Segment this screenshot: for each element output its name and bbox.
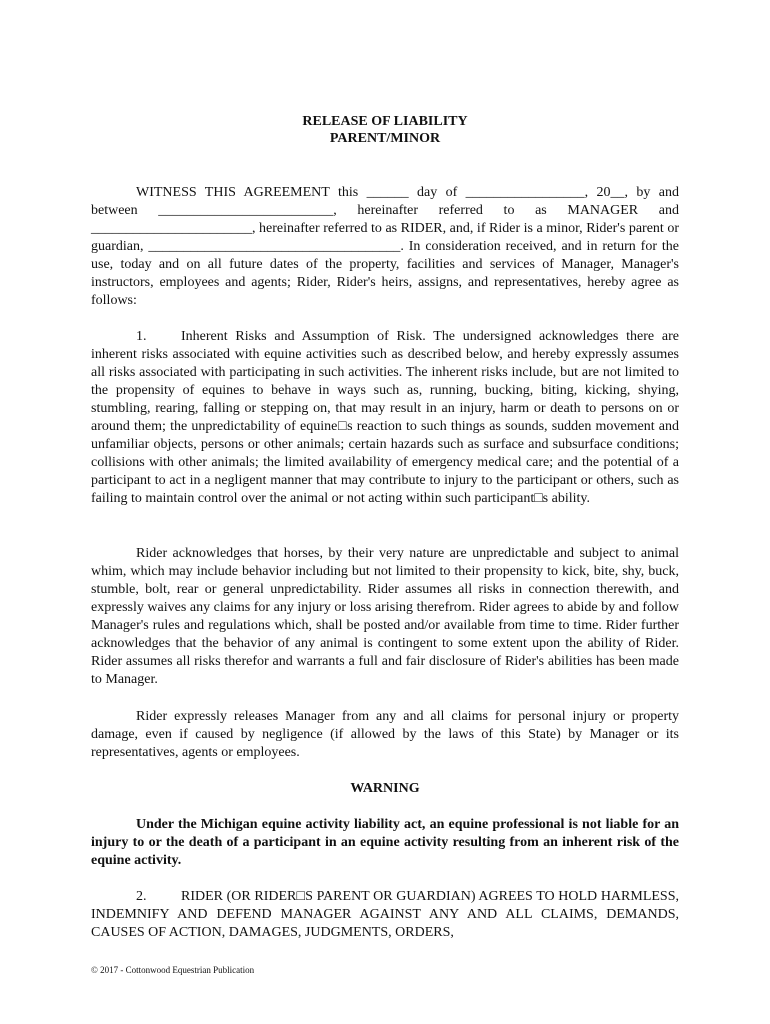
witness-paragraph: WITNESS THIS AGREEMENT this ______ day of _________________, 20__, by and between _________________________, hereinafter referred to as MANAGER and _______________________, hereinafter referred to as RIDER, and, if Rider is a minor, Rider's parent or guardian, ____________________________________. In consideration received, and in return for the use, today and on all future dates of the property, facilities and services of Manager, Manager's instructors, employees and agents; Rider, Rider's heirs, assigns, and representatives, hereby agree as follows: — [91, 185, 679, 308]
rider-acknowledges-paragraph: Rider acknowledges that horses, by their very nature are unpredictable and subject to animal whim, which may include behavior including but not limited to their propensity to kick, bite, shy, buck, stumble, bolt, rear or general unpredictability. Rider assumes all risks in connection therewith, and expressly waives any claims for any injury or loss arising therefrom. Rider agrees to abide by and follow Manager's rules and regulations which, shall be posted and/or available from time to time. Rider further acknowledges that the behavior of any animal is contingent to some extent upon the ability of Rider. Rider assumes all risks therefor and warrants a full and fair disclosure of Rider's abilities has been made to Manager. — [91, 546, 679, 687]
section-1-text: Inherent Risks and Assumption of Risk. The undersigned acknowledges there are inherent risks associated with equine activities such as described below, and hereby expressly assumes all risks associated with participating in such activities. The inherent risks include, but are not limited to the propensity of equines to behave in ways such as, running, bucking, biting, kicking, shying, stumbling, rearing, falling or stepping on, that may result in an injury, harm or death to persons on or around them; the unpredictability of equine□s reaction to such things as sounds, sudden movement and unfamiliar objects, persons or other animals; certain hazards such as surface and subsurface conditions; collisions with other animals; the limited availability of emergency medical care; and the potential of a participant to act in a negligent manner that may contribute to injury to the participant or others, such as failing to maintain control over the animal or not acting within such participant□s ability. — [91, 329, 679, 506]
warning-heading: WARNING — [350, 781, 420, 796]
section-1-paragraph — [91, 328, 679, 508]
document-subtitle: PARENT/MINOR — [329, 131, 441, 146]
document-title: RELEASE OF LIABILITY — [302, 114, 468, 129]
section-2-number: 2. — [136, 889, 147, 904]
section-2-text: RIDER (OR RIDER□S PARENT OR GUARDIAN) AGREES TO HOLD HARMLESS, INDEMNIFY AND DEFEND MANAGER AGAINST ANY AND ALL CLAIMS, DEMANDS, CAUSES OF ACTION, DAMAGES, JUDGMENTS, ORDERS, — [91, 889, 679, 940]
section-1-number: 1. — [136, 329, 147, 344]
rider-releases-paragraph: Rider expressly releases Manager from any and all claims for personal injury or property damage, even if caused by negligence (if allowed by the laws of this State) by Manager or its representatives, agents or employees. — [91, 709, 679, 760]
page-footer: © 2017 - Cottonwood Equestrian Publication — [91, 965, 255, 975]
warning-paragraph: Under the Michigan equine activity liability act, an equine professional is not liable for an injury to or the death of a participant in an equine activity resulting from an inherent risk of the equine activity. — [91, 817, 679, 868]
section-2-paragraph — [91, 888, 679, 942]
